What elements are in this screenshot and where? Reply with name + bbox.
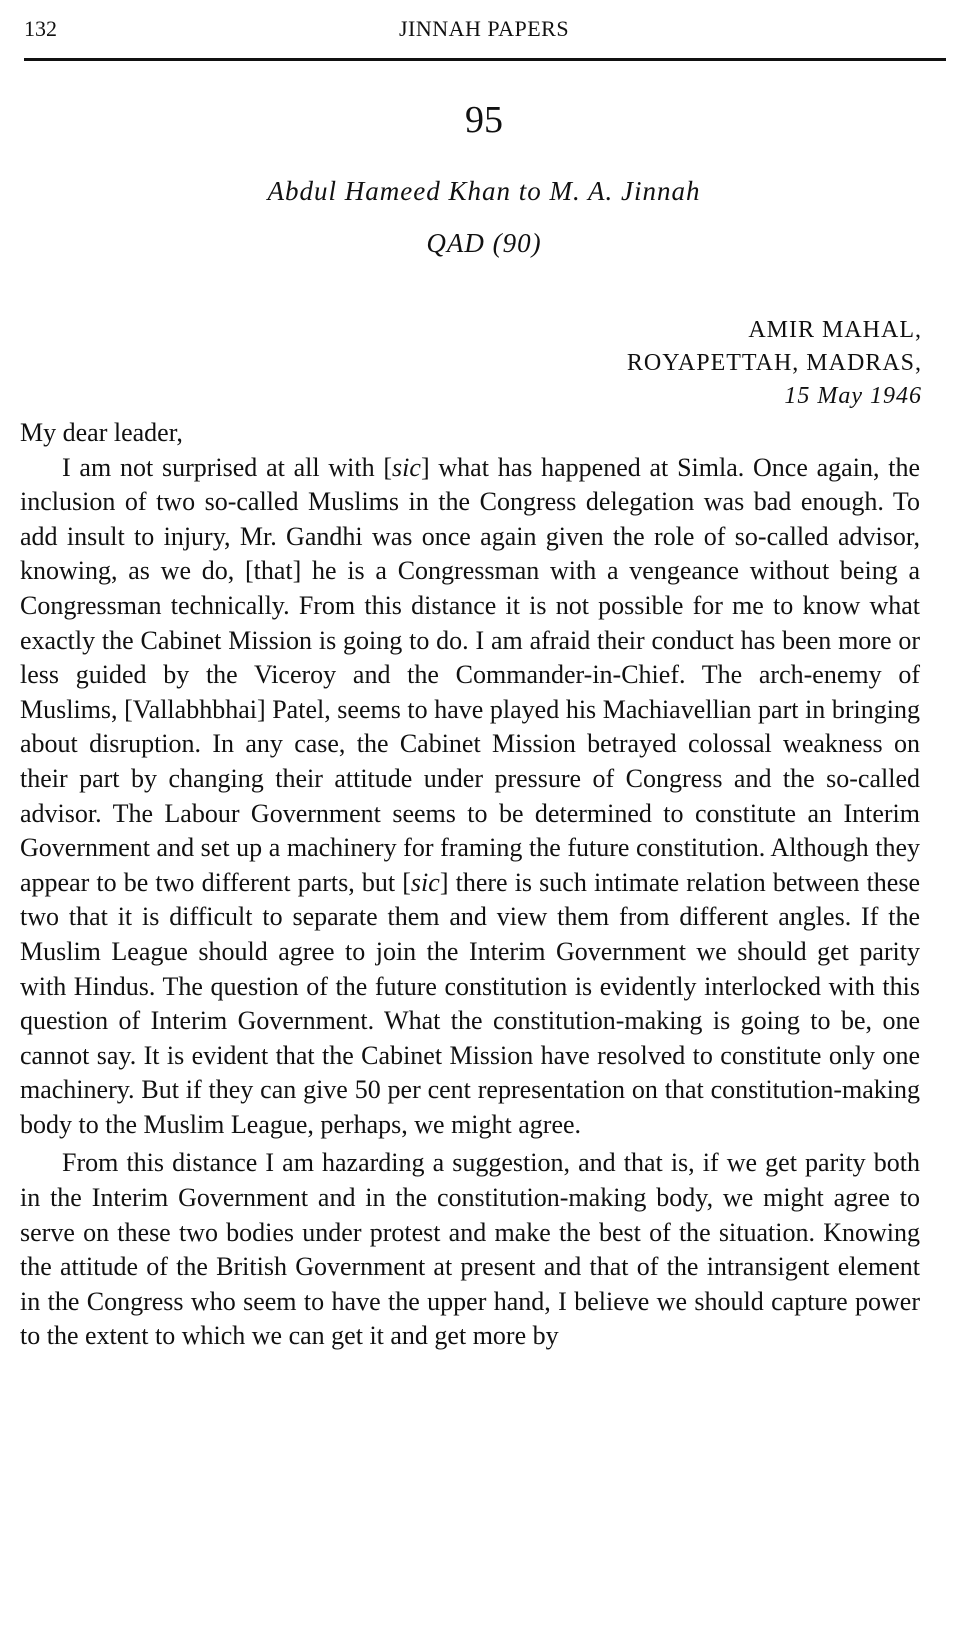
document-heading: Abdul Hameed Khan to M. A. Jinnah — [267, 176, 701, 206]
paragraph-1-text-a: I am not surprised at all with [ — [62, 452, 393, 482]
document-source: QAD (90) — [426, 228, 542, 258]
sender-address — [627, 314, 922, 413]
document-number: 95 — [465, 99, 503, 141]
address-line-1: AMIR MAHAL, — [748, 317, 922, 343]
salutation: My dear leader, — [20, 418, 183, 447]
letter-date: 15 May 1946 — [784, 383, 922, 409]
paragraph-2: From this distance I am hazarding a suggestion, and that is, if we get parity both in the Interim Government and in the constitution-making body, we might agree to serve on these two bodies under protest and make the best of the situation. Knowing the attitude of the British Government at present and that of the intransigent element in the Congress who seem to have the upper hand, I believe we should capture power to the extent to which we can get it and get more by — [20, 1148, 920, 1351]
paragraph-1-text-b: ] what has happened at Simla. Once again, the inclusion of two so-called Muslims in the Congress delegation was bad enough. To add insult to injury, Mr. Gandhi was once again given the role of so-called advisor, knowing, as we do, [that] he is a Congressman with a vengeance without being a Congressman technically. From this distance it is not possible for me to know what exactly the Cabinet Mission is going to do. I am afraid their conduct has been more or less guided by the Viceroy and the Commander-in-Chief. The arch-enemy of Muslims, [Vallabhbhai] Patel, seems to have played his Machiavellian part in bringing about disruption. In any case, the Cabinet Mission betrayed colossal weakness on their part by changing their attitude under pressure of Congress and the so-called advisor. The Labour Government seems to be determined to constitute an Interim Government and set up a machinery for framing the future constitution. Although they appear to be two different parts, but [ — [20, 452, 920, 897]
paragraph-1-text-c: ] there is such intimate relation between these two that it is difficult to separate them and view them from different angles. If the Muslim League should agree to join the Interim Government we should get parity with Hindus. The question of the future constitution is evidently interlocked with this question of Interim Government. What the constitution-making is going to be, one cannot say. It is evident that the Cabinet Mission have resolved to constitute only one machinery. But if they can give 50 per cent representation on that constitution-making body to the Muslim League, perhaps, we might agree. — [20, 867, 920, 1139]
sic-annotation: sic — [392, 452, 421, 482]
address-line-2: ROYAPETTAH, MADRAS, — [626, 350, 922, 376]
header-rule — [24, 58, 946, 61]
running-title: JINNAH PAPERS — [398, 16, 570, 41]
page-number: 132 — [24, 16, 57, 41]
paragraph-1 — [20, 451, 920, 1143]
letter-body — [20, 416, 920, 1354]
running-head — [24, 16, 944, 50]
sic-annotation: sic — [410, 867, 440, 897]
